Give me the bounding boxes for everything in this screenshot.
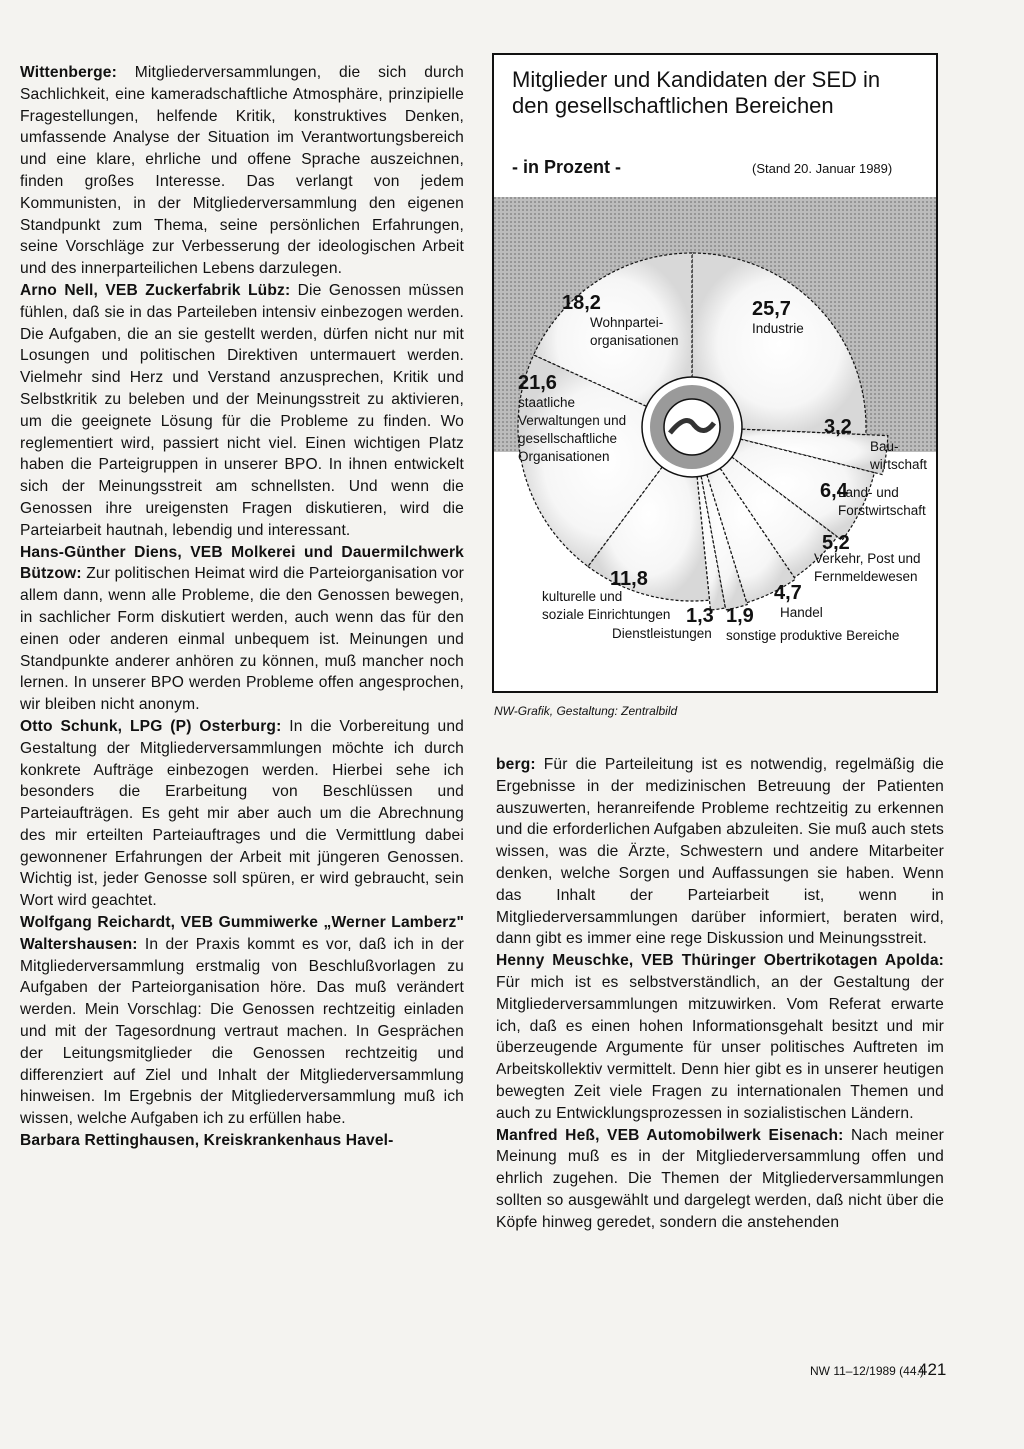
statement-text: Die Genossen müssen fühlen, daß sie in das Parteileben intensiv einbezogen werden. Die Aufgaben, die an sie gestellt werden, dürfen nicht nur mit Losungen und politischen Direktiven untermauert werden. Vielmehr sind Herz und Verstand anzusprechen, Kritik und Selbstkritik zu beleben und der Meinungsstreit zu aktivieren, um die geeignete Lösung für die Probleme zu finden. Wo reglementiert wird, passiert nicht viel. Einen wichtigen Platz haben die Parteigruppen in unserer BPO. In ihnen entwickelt sich der Meinungsstreit am schnellsten. Und wenn die Genossen ihre ureigensten Fragen diskutieren, wird die Parteiarbeit hautnah, lebendig und interessant. (20, 281, 464, 539)
speaker-name: Otto Schunk, LPG (P) Osterburg: (20, 717, 282, 735)
figure-caption: NW-Grafik, Gestaltung: Zentralbild (494, 704, 678, 718)
value-label: 1,3 (686, 605, 714, 627)
statement-paragraph (496, 950, 944, 1124)
category-label: Organisationen (518, 449, 610, 464)
statement-text: Für mich ist es selbstverständlich, an der Gestaltung der Mitgliederversammlungen mitzuwirken. Vom Referat erwarte ich, daß es einen hohen Informationsgehalt besitzt und mir überzeugende Argumente für unser politisches Auftreten im Arbeitskollektiv vermittelt. Denn hier gibt es in unserer heutigen bewegten Zeit viele Fragen zu internationalen Themen und auch zu Entwicklungsprozessen in sozialistischen Ländern. (496, 973, 944, 1122)
value-label: 11,8 (610, 568, 648, 590)
speaker-name: Barbara Rettinghausen, Kreiskrankenhaus Havel- (20, 1132, 394, 1150)
chart-note: (Stand 20. Januar 1989) (752, 161, 893, 176)
speaker-name: Wittenberge: (20, 64, 117, 81)
category-label: Fernmeldewesen (814, 569, 918, 584)
category-label: gesellschaftliche (518, 431, 618, 446)
chart-panel (492, 53, 938, 693)
category-label: Verwaltungen und (518, 413, 627, 428)
statement-paragraph (20, 280, 464, 542)
category-label: soziale Einrichtungen (542, 607, 671, 622)
speaker-name: Henny Meuschke, VEB Thüringer Obertrikotagen Apolda: (496, 952, 944, 970)
value-label: 18,2 (562, 292, 601, 314)
statement-text: In der Praxis kommt es vor, daß ich in der Mitgliederversammlung erstmalig von Beschlußvorlagen zu Aufgaben der Parteiorganisation höre. Das muß verändert werden. Mein Vorschlag: Die Genossen rechtzeitig einladen und mit der Tagesordnung vertraut machen. In Gesprächen der Leitungsmitglieder die Genossen rechtzeitig und differenziert auf Ziel und Inhalt der Mitgliederversammlung hinweisen. Im Ergebnis der Mitgliederversammlung muß ich wissen, welche Aufgaben ich zu erfüllen habe. (20, 935, 464, 1128)
issue-reference: NW 11–12/1989 (44.) (810, 1364, 924, 1378)
category-label: Wohnpartei- (590, 315, 664, 330)
statement-paragraph (496, 754, 944, 950)
value-label: 21,6 (518, 372, 557, 394)
statement-paragraph (20, 1130, 464, 1152)
statement-text: In die Vorbereitung und Gestaltung der Mitgliederversammlungen möchte ich durch konkrete Aufträge einbezogen werden. Hierbei sehe ich besonders die Erarbeitung von Beschlüssen und Parteiaufträgen. Es geht mir aber auch um die Abrechnung des mir erteilten Parteiauftrages und die Vermittlung dabei gewonnener Erfahrungen der Arbeit mit jüngeren Genossen. Wichtig ist, jeder Genosse soll spüren, er wird gebraucht, sein Wort wird geachtet. (20, 717, 464, 910)
category-label: Verkehr, Post und (814, 551, 921, 566)
sed-emblem (642, 377, 742, 477)
chart-subtitle: - in Prozent - (512, 157, 621, 177)
category-label: organisationen (590, 333, 679, 348)
category-label: wirtschaft (870, 457, 928, 472)
speaker-name: Hans-Günther Diens, VEB Molkerei und Dauermilchwerk Bützow: (20, 543, 464, 583)
value-label: 25,7 (752, 298, 791, 320)
value-label: 6,4 (820, 480, 848, 502)
category-label: Land- und (838, 485, 899, 500)
category-label: sonstige produktive Bereiche (726, 628, 900, 643)
statement-text: Nach meiner Meinung muß es in der Mitgliederversammlung offen und ehrlich zugehen. Die Themen der Mitgliederversammlungen sollten so ausgewählt und dargelegt werden, daß nicht über die Köpfe hinweg geredet, sondern die anstehenden (496, 1126, 944, 1231)
page-number: 421 (918, 1360, 947, 1379)
category-label: Handel (780, 605, 823, 620)
statement-paragraph (20, 62, 464, 280)
speaker-name: Arno Nell, VEB Zuckerfabrik Lübz: (20, 281, 291, 299)
speaker-name: Wolfgang Reichardt, VEB Gummiwerke „Werner Lamberz" Waltershausen: (20, 914, 464, 953)
statement-text: Zur politischen Heimat wird die Parteiorganisation vor allem dann, wenn alle Probleme, die den Genossen bewegen, in sachlicher Form diskutiert werden, auch wenn das für den einen oder anderen einmal unbequem ist. Meinungen und Standpunkte anderer anhören zu können, muß mancher noch lernen. In unserer BPO werden Probleme offen angesprochen, wir bleiben nicht anonym. (20, 565, 464, 714)
statement-paragraph (20, 542, 464, 716)
category-label: Dienstleistungen (612, 626, 712, 641)
category-label: Bau- (870, 439, 899, 454)
speaker-name: Manfred Heß, VEB Automobilwerk Eisenach: (496, 1126, 844, 1144)
chart-title: Mitglieder und Kandidaten der SED in den gesellschaftlichen Bereichen (512, 67, 881, 118)
statement-paragraph (496, 1125, 944, 1234)
value-label: 1,9 (726, 605, 754, 627)
speaker-name: berg: (496, 756, 536, 773)
statement-paragraph (20, 716, 464, 912)
value-label: 3,2 (824, 416, 852, 438)
category-label: staatliche (518, 395, 576, 410)
category-label: Industrie (752, 321, 804, 336)
text-column-right (496, 754, 944, 1234)
category-label: kulturelle und (542, 589, 623, 604)
statement-paragraph (20, 912, 464, 1130)
text-column-left (20, 62, 464, 1152)
value-label: 4,7 (774, 582, 802, 604)
statement-text: Für die Parteileitung ist es notwendig, regelmäßig die Ergebnisse in der medizinischen Betreuung der Patienten auszuwerten, heranreifende Probleme rechtzeitig zu erkennen und die erforderlichen Aufgaben abzuleiten. Sie muß auch stets wissen, was die Ärzte, Schwestern und andere Mitarbeiter denken, welche Sorgen und Auffassungen sie haben. Wenn das Inhalt der Parteiarbeit ist, wenn in Mitgliederversammlungen darüber informiert, beraten wird, dann gibt es immer eine rege Diskussion und Meinungsstreit. (496, 756, 944, 948)
pie-chart (494, 197, 936, 691)
category-label: Forstwirtschaft (838, 503, 926, 518)
value-label: 5,2 (822, 532, 850, 554)
statement-text: Mitgliederversammlungen, die sich durch Sachlichkeit, eine kameradschaftliche Atmosphäre, prinzipielle Fragestellungen, helfende Kritik, konstruktives Denken, umfassende Analyse der Situation im Verantwortungsbereich und eine klare, ehrliche und offene Sprache auszeichnen, finden großes Interesse. Das verlangt von jedem Kommunisten, in der Mitgliederversammlung den eigenen Standpunkt zum Thema, seine persönlichen Erfahrungen, seine Vorschläge zur Verbesserung der ideologischen Arbeit und des innerparteilichen Lebens darzulegen. (20, 64, 464, 278)
